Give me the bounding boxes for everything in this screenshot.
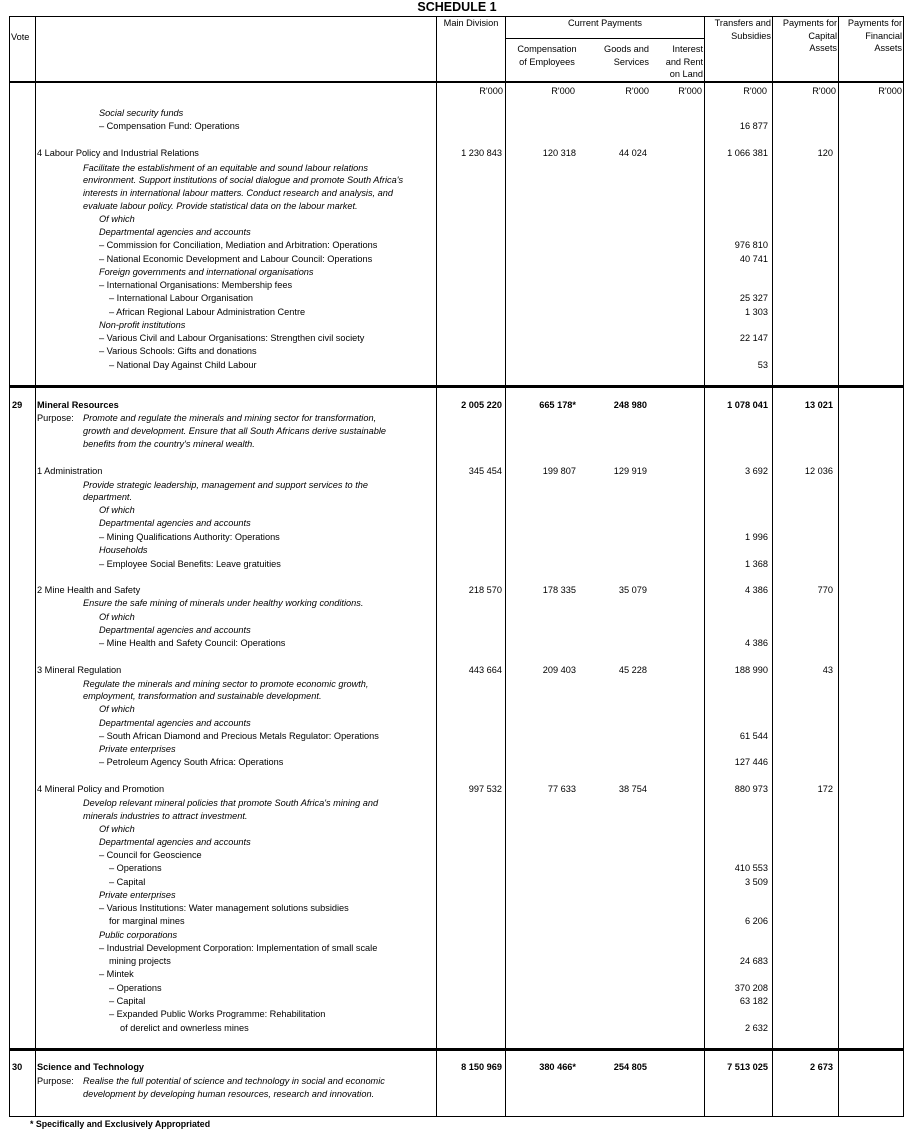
row-description: Ensure the safe mining of minerals under healthy working conditions.	[83, 598, 364, 608]
cell-transfers: 61 544	[739, 731, 768, 741]
row-description: development by developing human resources, research and innovation.	[83, 1089, 375, 1099]
cell-transfers: 410 553	[734, 863, 768, 873]
page-title: SCHEDULE 1	[417, 0, 497, 14]
cell-comp: 178 335	[542, 585, 576, 595]
header-financial-line1: Payments for	[847, 18, 902, 28]
unit-main-division: R'000	[479, 86, 503, 96]
row-description: – Petroleum Agency South Africa: Operations	[99, 757, 284, 767]
row-description: Of which	[99, 824, 135, 834]
cell-transfers: 976 810	[734, 240, 768, 250]
cell-goods: 129 919	[613, 466, 647, 476]
row-description: 4 Labour Policy and Industrial Relations	[37, 148, 199, 158]
header-main-division: Main Division	[443, 18, 499, 28]
row-description: interests in international labour matters. Conduct research and analysis, and	[83, 188, 393, 198]
header-compensation	[505, 43, 589, 68]
row-description: – Mine Health and Safety Council: Operations	[99, 638, 286, 648]
cell-main: 218 570	[468, 585, 502, 595]
cell-comp: 665 178*	[539, 400, 576, 410]
header-vote: Vote	[11, 32, 30, 42]
cell-comp: 120 318	[542, 148, 576, 158]
cell-capital: 172	[817, 784, 833, 794]
header-interest-line3: on Land	[669, 69, 703, 80]
row-description: – Various Institutions: Water management solutions subsidies	[99, 903, 349, 913]
row-description: Of which	[99, 214, 135, 224]
row-description: – Capital	[109, 877, 146, 887]
row-description: – Expanded Public Works Programme: Rehabilitation	[109, 1009, 326, 1019]
row-description: 2 Mine Health and Safety	[37, 585, 141, 595]
cell-capital: 13 021	[804, 400, 833, 410]
row-description: Purpose:	[37, 1076, 74, 1086]
cell-transfers: 188 990	[734, 665, 768, 675]
row-description: Public corporations	[99, 930, 178, 940]
row-description: – Various Schools: Gifts and donations	[99, 346, 257, 356]
header-transfers-line1: Transfers and	[714, 18, 771, 28]
row-description: for marginal mines	[109, 916, 185, 926]
cell-transfers: 1 368	[745, 559, 768, 569]
cell-main: 345 454	[468, 466, 502, 476]
header-goods-services	[589, 43, 649, 68]
row-description: – National Economic Development and Labour Council: Operations	[99, 254, 373, 264]
cell-transfers: 7 513 025	[727, 1062, 768, 1072]
cell-transfers: 53	[757, 360, 768, 370]
cell-goods: 35 079	[618, 585, 647, 595]
header-interest-line2: and Rent	[665, 56, 703, 67]
unit-capital-assets: R'000	[812, 86, 836, 96]
row-description: Promote and regulate the minerals and mining sector for transformation,	[83, 413, 377, 423]
row-description: – Operations	[109, 983, 162, 993]
row-description: environment. Support institutions of social dialogue and promote South Africa's	[83, 175, 404, 185]
row-description: Departmental agencies and accounts	[99, 718, 251, 728]
unit-compensation: R'000	[551, 86, 575, 96]
row-description: – International Organisations: Membership fees	[99, 280, 293, 290]
row-description: Of which	[99, 612, 135, 622]
cell-vote: 30	[12, 1062, 23, 1072]
header-goods-line1: Goods and	[604, 44, 649, 54]
row-description: Of which	[99, 505, 135, 515]
row-description: Departmental agencies and accounts	[99, 625, 251, 635]
row-description: – Mining Qualifications Authority: Operations	[99, 532, 280, 542]
cell-comp: 199 807	[542, 466, 576, 476]
row-description: minerals industries to attract investment.	[83, 811, 248, 821]
row-description: Social security funds	[99, 108, 184, 118]
row-description: growth and development. Ensure that all South Africans derive sustainable	[83, 426, 387, 436]
cell-goods: 248 980	[613, 400, 647, 410]
row-description: – South African Diamond and Precious Metals Regulator: Operations	[99, 731, 379, 741]
cell-transfers: 3 509	[745, 877, 768, 887]
cell-comp: 77 633	[547, 784, 576, 794]
cell-transfers: 2 632	[745, 1023, 768, 1033]
cell-transfers: 1 303	[745, 307, 768, 317]
row-description: – Commission for Conciliation, Mediation and Arbitration: Operations	[99, 240, 378, 250]
cell-transfers: 22 147	[739, 333, 768, 343]
cell-main: 997 532	[468, 784, 502, 794]
cell-transfers: 4 386	[745, 638, 768, 648]
unit-financial-assets: R'000	[878, 86, 902, 96]
cell-transfers: 63 182	[739, 996, 768, 1006]
header-financial-line3: Assets	[874, 43, 902, 54]
header-compensation-line2: of Employees	[519, 56, 575, 67]
header-goods-line2: Services	[613, 56, 649, 67]
row-description: – Council for Geoscience	[99, 850, 202, 860]
row-description: – Industrial Development Corporation: Implementation of small scale	[99, 943, 378, 953]
row-description: Of which	[99, 704, 135, 714]
row-description: Foreign governments and international organisations	[99, 267, 314, 277]
unit-transfers: R'000	[743, 86, 767, 96]
unit-interest-rent: R'000	[678, 86, 702, 96]
cell-transfers: 6 206	[745, 916, 768, 926]
cell-main: 443 664	[468, 665, 502, 675]
cell-goods: 44 024	[618, 148, 647, 158]
row-description: evaluate labour policy. Provide statistical data on the labour market.	[83, 201, 358, 211]
row-description: 4 Mineral Policy and Promotion	[37, 784, 165, 794]
row-description: Departmental agencies and accounts	[99, 518, 251, 528]
cell-transfers: 3 692	[745, 466, 768, 476]
cell-main: 2 005 220	[461, 400, 502, 410]
row-description: Purpose:	[37, 413, 74, 423]
cell-capital: 12 036	[804, 466, 833, 476]
row-description: – National Day Against Child Labour	[109, 360, 257, 370]
row-description: Households	[99, 545, 148, 555]
row-description: benefits from the country's mineral wealth.	[83, 439, 255, 449]
cell-capital: 2 673	[810, 1062, 833, 1072]
row-description: – Various Civil and Labour Organisations: Strengthen civil society	[99, 333, 365, 343]
cell-capital: 43	[822, 665, 833, 675]
row-description: Non-profit institutions	[99, 320, 186, 330]
cell-transfers: 4 386	[745, 585, 768, 595]
row-description: Facilitate the establishment of an equitable and sound labour relations	[83, 163, 368, 173]
row-description: – Operations	[109, 863, 162, 873]
cell-transfers: 1 078 041	[727, 400, 768, 410]
row-description: Mineral Resources	[37, 400, 119, 410]
header-capital-assets	[773, 17, 837, 55]
header-financial-assets	[839, 17, 902, 55]
row-description: – Compensation Fund: Operations	[99, 121, 240, 131]
row-description: of derelict and ownerless mines	[120, 1023, 249, 1033]
row-description: Develop relevant mineral policies that promote South Africa's mining and	[83, 798, 379, 808]
cell-transfers: 40 741	[739, 254, 768, 264]
row-description: – African Regional Labour Administration Centre	[109, 307, 306, 317]
header-transfers-line2: Subsidies	[731, 30, 771, 41]
cell-goods: 45 228	[618, 665, 647, 675]
cell-transfers: 25 327	[739, 293, 768, 303]
row-description: Realise the full potential of science and technology in social and economic	[83, 1076, 385, 1086]
header-capital-line1: Payments for	[782, 18, 837, 28]
row-description: – International Labour Organisation	[109, 293, 254, 303]
row-description: department.	[83, 492, 133, 502]
header-capital-line3: Assets	[809, 43, 837, 54]
header-interest-line1: Interest	[672, 44, 703, 54]
header-financial-line2: Financial	[865, 30, 902, 41]
cell-vote: 29	[12, 400, 23, 410]
row-description: Science and Technology	[37, 1062, 145, 1072]
row-description: Private enterprises	[99, 744, 176, 754]
row-description: 1 Administration	[37, 466, 103, 476]
cell-main: 8 150 969	[461, 1062, 502, 1072]
header-compensation-line1: Compensation	[517, 44, 577, 54]
row-description: employment, transformation and sustainable development.	[83, 691, 322, 701]
cell-comp: 380 466*	[539, 1062, 576, 1072]
header-current-payments: Current Payments	[567, 18, 643, 28]
footnote: * Specifically and Exclusively Appropriated	[30, 1119, 211, 1129]
row-description: – Mintek	[99, 969, 134, 979]
cell-transfers: 1 066 381	[727, 148, 768, 158]
row-description: Private enterprises	[99, 890, 176, 900]
cell-transfers: 24 683	[739, 956, 768, 966]
cell-goods: 254 805	[613, 1062, 647, 1072]
cell-transfers: 880 973	[734, 784, 768, 794]
cell-transfers: 127 446	[734, 757, 768, 767]
row-description: Departmental agencies and accounts	[99, 837, 251, 847]
unit-goods-services: R'000	[625, 86, 649, 96]
row-description: mining projects	[109, 956, 171, 966]
row-description: Regulate the minerals and mining sector to promote economic growth,	[83, 679, 369, 689]
cell-main: 1 230 843	[461, 148, 502, 158]
row-description: 3 Mineral Regulation	[37, 665, 122, 675]
cell-transfers: 1 996	[745, 532, 768, 542]
row-description: Departmental agencies and accounts	[99, 227, 251, 237]
cell-capital: 770	[817, 585, 833, 595]
cell-transfers: 16 877	[739, 121, 768, 131]
header-transfers-subsidies	[705, 17, 771, 42]
cell-comp: 209 403	[542, 665, 576, 675]
row-description: – Capital	[109, 996, 146, 1006]
cell-transfers: 370 208	[734, 983, 768, 993]
header-interest-rent	[650, 43, 703, 81]
cell-goods: 38 754	[618, 784, 647, 794]
header-capital-line2: Capital	[808, 30, 837, 41]
cell-capital: 120	[817, 148, 833, 158]
row-description: – Employee Social Benefits: Leave gratuities	[99, 559, 281, 569]
row-description: Provide strategic leadership, management and support services to the	[83, 480, 368, 490]
